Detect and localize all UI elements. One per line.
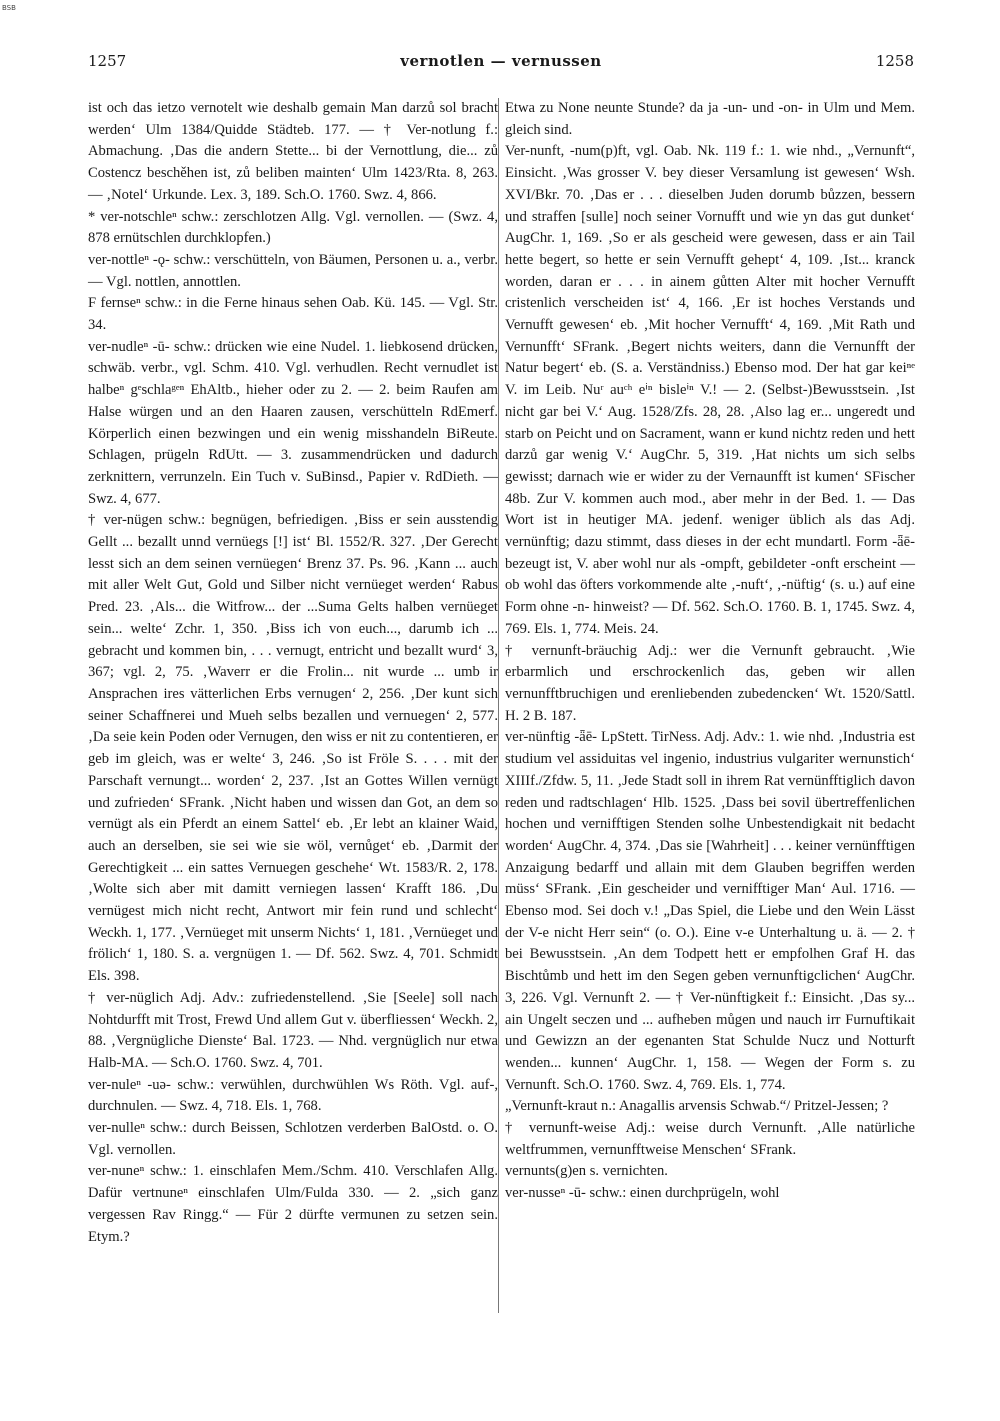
dictionary-entry: ver-nudleⁿ -ū- schw.: drücken wie eine Nudel. 1. liebkosend drücken, schwäb. verbr., vgl. Schm. 410. Vgl. verhudlen. Recht vernudlet ist halbeⁿ gᵉschlaᵍᵉⁿ EhAltb., hieher oder zu 2. — 2. beim Raufen am Halse würgen und an den Haaren zausen, verschütteln RdEmerf. Körperlich einen bezwingen und ein wenig misshandeln BiReute. Schlagen, prügeln RdUtt. — 3. zusammendrücken und dadurch zerknittern, verrunzeln. Ein Tuch v. SuBinsd., Papier v. RdDieth. — Swz. 4, 677. <box>88 338 498 507</box>
dictionary-entry: ver-nulleⁿ schw.: durch Beissen, Schlotzen verderben BalOstd. o. O. Vgl. vernollen. <box>88 1120 498 1158</box>
column-divider <box>498 98 499 1313</box>
dictionary-entry: ver-nusseⁿ -ū- schw.: einen durchprügeln, wohl <box>505 1185 780 1202</box>
library-watermark: BSB <box>2 4 16 12</box>
dictionary-entry: Ver-nunft, -num(p)ft, vgl. Oab. Nk. 119 f.: 1. wie nhd., „Vernunft“, Einsicht. ‚Was grosser V. bey dieser Versamlung ist gewesen‘ Wsh. XVI/Bkr. 70. ‚Das er . . . dieselben Juden dorumb bůzzen, bessern und straffen [sulle] noch seiner Vornufft und wie yn das gut dunket‘ AugChr. 1, 169. ‚So er als gescheid were gewesen, dass er ain Tail hette begert, so hette er sein Vernufft gehept‘ 4, 109. ‚Ist... kranck worden, daran er . . . in ainem gůtten Alter mit hocher Vernufft cristenlich verscheiden ist‘ 4, 166. ‚Er ist hoches Verstands und Vernufft gewesen‘ eb. ‚Mit hocher Vernufft‘ 4, 169. ‚Mit Rath und Vernunfft‘ SFrank. ‚Begert nichts weiters, dann die Vernunfft der Natur begert‘ eb. (S. a. Verständniss.) Ebenso mod. Der hat gar keiⁿᵉ V. im Leib. Nuʳ auᶜʰ eⁱⁿ bisleⁱⁿ V.! — 2. (Selbst-)Bewusstsein. ‚Ist nicht gar bei V.‘ Aug. 1528/Zfs. 28, 28. ‚Also lag er... ungeredt und starb on Peicht und on Sacrament, wann er kund nichtz reden und hett darzů gar wenig V.‘ AugChr. 5, 319. ‚Hat nichts um sich selbs gewisst; darnach wie er wider zu der Vernaunfft ist kumen‘ SFischer 48b. Zur V. kommen auch mod., aber mehr in der Bed. 1. — Das Wort ist in heutiger MA. jedenf. weniger üblich als das Adj. vernünftig; dazu stimmt, dass dieses in der echt mundartl. Form -ǟē- bezeugt ist, V. aber wohl nur als -ompft, gebildeter -onft erscheint — ob wohl das öfters vorkommende alte ‚-nuft‘, ‚-nüftig‘ (s. u.) auf eine Form ohne -n- hinweist? — Df. 562. Sch.O. 1760. B. 1, 1745. Swz. 4, 769. Els. 1, 774. Meis. 24. <box>505 143 915 637</box>
running-header <box>88 52 914 72</box>
page-number-left: 1257 <box>88 52 127 70</box>
right-column <box>505 98 915 1205</box>
dictionary-entry: „Vernunft-kraut n.: Anagallis arvensis Schwab.“/ Pritzel-Jessen; ? <box>505 1098 889 1115</box>
dictionary-entry: ver-nottleⁿ -ǫ- schw.: verschütteln, von Bäumen, Personen u. a., verbr. — Vgl. nottlen, annottlen. <box>88 251 498 290</box>
dictionary-entry: † ver-nügen schw.: begnügen, befriedigen. ‚Biss er sein ausstendig Gellt ... bezallt unnd vernüegs [!] ist‘ Bl. 1552/R. 327. ‚Der Gerecht lesst sich an dem seinen vernüegen‘ Brenz 37. Ps. 96. ‚Kann ... auch mit aller Welt Gut, Gold und Silber nicht vernüeget werden‘ Rabus Pred. 23. ‚Als... die Witfrow... der ...Suma Gelts halben vernüeget sein... welte‘ Zchr. 1, 350. ‚Biss ich von euch..., darumb ich ... gebracht und kommen bin, . . . vernugt, entricht und bezallt wurd‘ 3, 367; vgl. 2, 75. ‚Waverr er die Frolin... nit wurde ... umb ir Ansprachen ires vätterlichen Erbs vernugen‘ 2, 256. ‚Der kunt sich seiner Schaffnerei und Mueh selbs bezallen und vernuegen‘ 2, 577. ‚Da seie kein Poden oder Vernugen, den wiss er nit zu contentieren, er geb im gleich, was er welte‘ 3, 246. ‚So ist Fröle S. . . . mit der Parschaft vernungt... worden‘ 2, 237. ‚Ist an Gottes Willen vernügt und zufrieden‘ SFrank. ‚Nicht haben und wissen dan Got, an dem so vernügt als ein Pferdt an einem Sattel‘ eb. ‚Er lebt an klainer Waid, auch an derselben, sie sei wie sie wöl, vernůget‘ eb. ‚Darmit der Gerechtigkeit ... ein sattes Vernuegen geschehe‘ Wt. 1583/R. 2, 178. ‚Wolte sich aber mit damitt verniegen lassen‘ Krafft 186. ‚Du vernügest mich nicht recht, Antwort mir fein rund und schlecht‘ Weckh. 1, 177. ‚Vernüeget mit unserm Nichts‘ 1, 181. ‚Vernüeget und frölich‘ 1, 180. S. a. vergnügen 1. — Df. 562. Swz. 4, 701. Schmidt Els. 398. <box>88 512 498 985</box>
dictionary-entry: ist och das ietzo vernotelt wie deshalb gemain Man darzů sol bracht werden‘ Ulm 1384/Quidde Städteb. 177. — † Ver-notlung f.: Abmachung. ‚Das die andern Stette... bi der Vernottlung, die... zů Costencz beschěhen ist, zů beliben mainten‘ Ulm 1423/Rta. 8, 263. — ‚Notel‘ Urkunde. Lex. 3, 189. Sch.O. 1760. Swz. 4, 866. <box>88 100 498 203</box>
dictionary-entry: Etwa zu None neunte Stunde? da ja -un- und -on- in Ulm und Mem. gleich sind. <box>505 100 915 138</box>
dictionary-entry: * ver-notschleⁿ schw.: zerschlotzen Allg. Vgl. vernollen. — (Swz. 4, 878 ernütschlen durchklopfen.) <box>88 208 498 247</box>
dictionary-entry: † ver-nüglich Adj. Adv.: zufriedenstellend. ‚Sie [Seele] soll nach Nohtdurfft mit Trost, Frewd Und allem Gut v. überfliessen‘ Weckh. 2, 88. ‚Vergnügliche Dienste‘ Bal. 1723. — Nhd. vergnüglich nur etwa Halb-MA. — Sch.O. 1760. Swz. 4, 701. <box>88 989 498 1071</box>
left-column <box>88 98 498 1248</box>
page-number-right: 1258 <box>875 52 914 70</box>
dictionary-entry: F fernseⁿ schw.: in die Ferne hinaus sehen Oab. Kü. 145. — Vgl. Str. 34. <box>88 295 498 334</box>
dictionary-entry: vernunts(g)en s. vernichten. <box>505 1163 668 1180</box>
dictionary-entry: ver-nuneⁿ schw.: 1. einschlafen Mem./Schm. 410. Verschlafen Allg. Dafür vertnuneⁿ einschlafen Ulm/Fulda 330. — 2. „sich ganz vergessen Rav Ringg.“ — Für 2 dürfte vermunen zu setzen sein. Etym.? <box>88 1163 498 1245</box>
dictionary-entry: † vernunft-bräuchig Adj.: wer die Vernunft gebraucht. ‚Wie erbarmlich und erschrockenlich das, geben wir allen vernunfftbruchigen und erenliebenden zubedencken‘ Wt. 1520/Sattl. H. 2 B. 187. <box>505 642 915 724</box>
dictionary-entry: ver-nünftig -ǟē- LpStett. TirNess. Adj. Adv.: 1. wie nhd. ‚Industria est studium vel assiduitas vel ingenio, industrius vulgariter wernunstich‘ XIIIf./Zfdw. 5, 11. ‚Jede Stadt soll in ihrem Rat vernünfftiglich davon reden und radtschlagen‘ Hlb. 1525. ‚Dass bei sovil übertreffenlichen hochen und vernifftigen Stenden solhe Unbestendigkait nit bedacht worden‘ AugChr. 4, 374. ‚Das sie [Wahrheit] . . . keiner vernünfftigen Anzaigung bedarff und allain mit dem Glauben begriffen werden müss‘ SFrank. ‚Ein gescheider und vernifftiger Man‘ Aul. 1716. — Ebenso mod. Sei doch v.! „Das Spiel, die Liebe und den Wein Lässt der V-e nicht Herr sein“ (o. O.). Eine v-e Unterhaltung u. ä. — 2. † bei Bewusstsein. ‚An dem Todpett hett er empfolhen Graf H. das Bischtůmb und hett im den Segen geben vernunftigclichen‘ AugChr. 3, 226. Vgl. Vernunft 2. — † Ver-nünftigkeit f.: Einsicht. ‚Das sy... ain Ungelt seczen und ... aufheben můgen und nauch irr Furnuftikait und Gewizzn an der egenanten Stat Schulde Nucz und Notturft wenden... kunnen‘ AugChr. 1, 158. — Wegen der Form s. zu Vernunft. Sch.O. 1760. Swz. 4, 769. Els. 1, 774. <box>505 729 915 1093</box>
header-title: vernotlen — vernussen <box>400 52 602 70</box>
dictionary-entry: ver-nuleⁿ -uə- schw.: verwühlen, durchwühlen Ws Röth. Vgl. auf-, durchnulen. — Swz. 4, 718. Els. 1, 768. <box>88 1076 498 1115</box>
dictionary-entry: † vernunft-weise Adj.: weise durch Vernunft. ‚Alle natürliche weltfrummen, vernunfftweise Menschen‘ SFrank. <box>505 1120 915 1158</box>
